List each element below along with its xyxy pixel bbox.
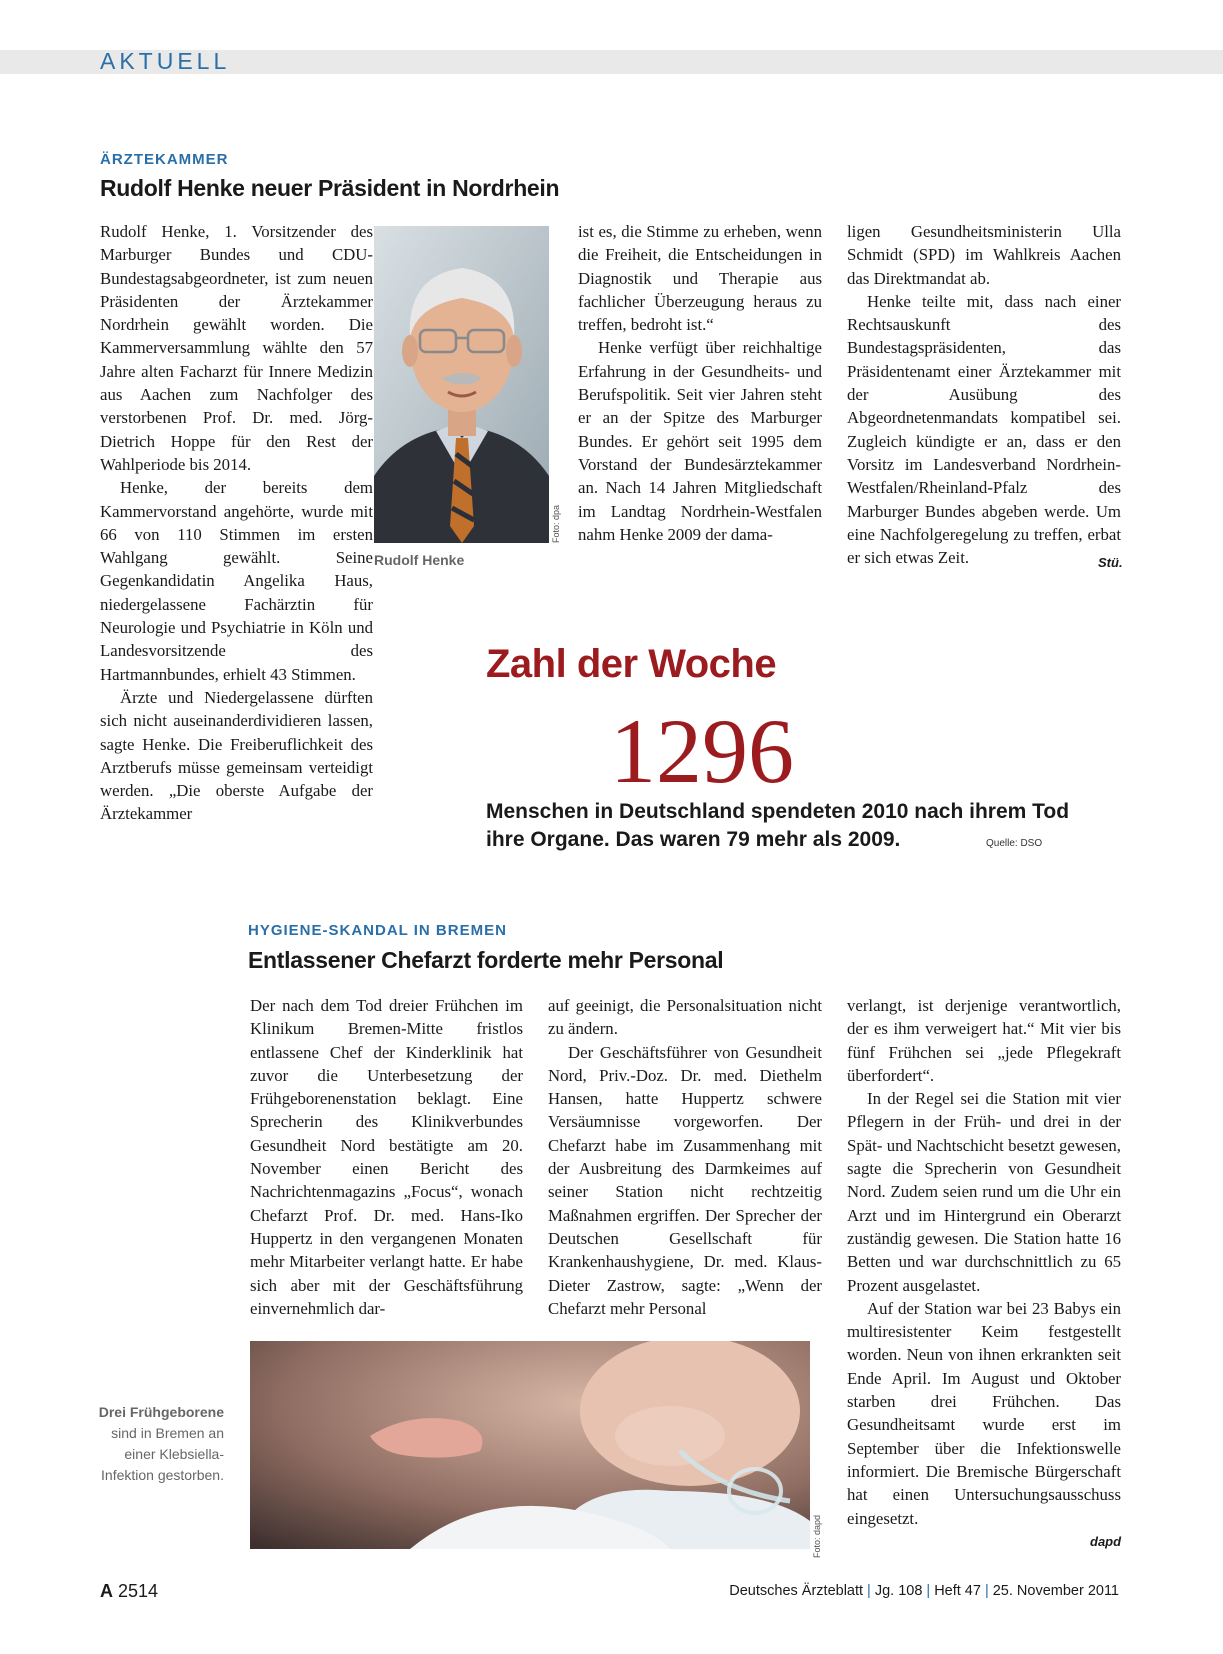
article1-signature: Stü.	[1098, 555, 1123, 570]
article2-col3	[847, 994, 1121, 1530]
journal-issue: Heft 47	[934, 1583, 981, 1599]
zahl-der-woche-title: Zahl der Woche	[486, 642, 777, 686]
footer-separator: |	[867, 1583, 871, 1599]
article1-headline: Rudolf Henke neuer Präsident in Nordrhein	[100, 175, 560, 201]
baby-illustration	[250, 1341, 810, 1549]
article2-col2-p1: auf geeinigt, die Personalsituation nicht zu ändern.	[548, 996, 822, 1039]
article1-col3-p2: Henke teilte mit, dass nach einer Rechtsauskunft des Bundestagspräsidenten, das Präsidentenamt einer Ärztekammer mit der Ausübung des Abgeordnetenmandats kompatibel sei. Zugleich kündigte er an, dass er den Vorsitz im Landesverband Nordrhein-Westfalen/Rheinland-Pfalz des Marburger Bundes abgeben werde. Um eine Nachfolgeregelung zu treffen, erbat er sich etwas Zeit.	[847, 291, 1121, 568]
page-number-value: 2514	[118, 1581, 159, 1601]
zahl-der-woche-line1: Menschen in Deutschland spendeten 2010 nach ihrem Tod	[486, 800, 1070, 823]
premature-baby-photo	[250, 1341, 810, 1549]
article1-col3	[847, 220, 1121, 569]
article1-col3-p1: ligen Gesundheitsministerin Ulla Schmidt (SPD) im Wahlkreis Aachen das Direktmandat ab.	[847, 222, 1121, 288]
article2-kicker: HYGIENE-SKANDAL IN BREMEN	[248, 922, 507, 939]
footer-separator: |	[984, 1583, 989, 1599]
journal-name: Deutsches Ärzteblatt	[729, 1583, 864, 1599]
article2-col2-p2: Der Geschäftsführer von Gesundheit Nord, Priv.-Doz. Dr. med. Diethelm Hansen, hatte Huppertz schwere Versäumnisse vorgeworfen. Der Chefarzt habe im Zusammenhang mit der Ausbreitung des Darmkeimes auf seiner Station nicht rechtzeitig Maßnahmen ergriffen. Der Sprecher der Deutschen Gesellschaft für Krankenhaushygiene, Dr. med. Klaus-Dieter Zastrow, sagte: „Wenn der Chefarzt mehr Personal	[548, 1042, 822, 1318]
journal-volume: Jg. 108	[874, 1583, 923, 1599]
article1-col2	[578, 220, 822, 546]
article2-col1-p1: Der nach dem Tod dreier Frühchen im Klinikum Bremen-Mitte fristlos entlassene Chef der Kinderklinik hat zuvor die Unterbesetzung der Frühgeborenenstation beklagt. Eine Sprecherin des Klinikverbundes Gesundheit Nord bestätigte am 20. November einen Bericht des Nachrichtenmagazins „Focus“, wonach Chefarzt Prof. Dr. med. Hans-Iko Huppertz in den vergangenen Monaten mehr Mitarbeiter verlangt hatte. Er habe sich aber mit der Geschäftsführung einvernehmlich dar-	[250, 996, 523, 1318]
article2-col1	[250, 994, 523, 1320]
portrait-illustration	[374, 226, 549, 543]
zahl-der-woche-line2: ihre Organe. Das waren 79 mehr als 2009.	[486, 828, 901, 851]
article1-col1	[100, 220, 373, 826]
article2-col3-p1: verlangt, ist derjenige verantwortlich, der es ihm verweigert hat.“ Mit vier bis fünf Frühchen sei „jede Pflegekraft überfordert“.	[847, 996, 1121, 1085]
article2-col3-p3: Auf der Station war bei 23 Babys ein multiresistenter Keim festgestellt worden. Neun von ihnen erkrankten seit Ende April. Im August und Oktober starben drei Frühchen. Das Gesundheitsamt wurde erst im September über die Infektionswelle informiert. Die Bremische Bürgerschaft hat einen Untersuchungsausschuss eingesetzt.	[847, 1298, 1121, 1528]
journal-footer	[729, 1583, 1119, 1599]
article1-col1-p1: Rudolf Henke, 1. Vorsitzender des Marburger Bundes und CDU-Bundestagsabgeordneter, ist zum neuen Präsidenten der Ärztekammer Nordrhein gewählt worden. Die Kammerversammlung wählte den 57 Jahre alten Facharzt für Innere Medizin aus Aachen zum Nachfolger des verstorbenen Prof. Dr. med. Jörg-Dietrich Hoppe für den Rest der Wahlperiode bis 2014.	[100, 222, 373, 474]
zahl-der-woche-source: Quelle: DSO	[986, 838, 1043, 849]
henke-portrait-photo	[374, 226, 549, 543]
article1-col2-p2: Henke verfügt über reichhaltige Erfahrung in der Gesundheits- und Berufspolitik. Seit vier Jahren steht er an der Spitze des Marburger Bundes. Er gehört seit 1995 dem Vorstand der Bundesärztekammer an. Nach 14 Jahren Mitgliedschaft im Landtag Nordrhein-Westfalen nahm Henke 2009 der dama-	[578, 338, 822, 544]
section-label: AKTUELL	[100, 48, 231, 74]
article2-headline: Entlassener Chefarzt forderte mehr Personal	[248, 947, 724, 973]
page-number	[100, 1581, 158, 1602]
article2-caption-bold: Drei Frühgeborene	[98, 1404, 224, 1420]
article1-col2-p1: ist es, die Stimme zu erheben, wenn die Freiheit, die Entscheidungen in Diagnostik und Therapie aus fachlicher Überzeugung heraus zu treffen, bedroht ist.“	[578, 222, 822, 335]
page-prefix: A	[100, 1581, 113, 1601]
article1-photo-credit: Foto: dpa	[551, 505, 561, 544]
article2-caption-rest: sind in Bremen an einer Klebsiella-Infektion gestorben.	[101, 1425, 224, 1483]
footer-separator: |	[926, 1583, 931, 1599]
article2-photo-caption	[80, 1402, 224, 1486]
article2-photo-credit: Foto: dapd	[812, 1515, 822, 1559]
article1-col1-p2: Henke, der bereits dem Kammervorstand angehörte, wurde mit 66 von 110 Stimmen im ersten Wahlgang gewählt. Seine Gegenkandidatin Angelika Haus, niedergelassene Fachärztin für Neurologie und Psychiatrie in Köln und Landesvorsitzende des Hartmannbundes, erhielt 43 Stimmen.	[100, 478, 373, 684]
article1-col1-p3: Ärzte und Niedergelassene dürften sich nicht auseinanderdividieren lassen, sagte Henke. Die Freiberuflichkeit des Arztberufs müsse gemeinsam verteidigt werden. „Die oberste Aufgabe der Ärztekammer	[100, 687, 373, 824]
article1-kicker: ÄRZTEKAMMER	[100, 151, 229, 168]
journal-date: 25. November 2011	[992, 1583, 1119, 1599]
article2-col2	[548, 994, 822, 1320]
zahl-der-woche-number: 1296	[610, 700, 794, 802]
article2-col3-p2: In der Regel sei die Station mit vier Pflegern in der Früh- und drei in der Spät- und Nachtschicht besetzt gewesen, sagte die Sprecherin von Gesundheit Nord. Zudem seien rund um die Uhr ein Arzt und im Hintergrund ein Oberarzt zuständig gewesen. Die Station hatte 16 Betten und war durchschnittlich zu 65 Prozent ausgelastet.	[847, 1089, 1121, 1295]
article1-photo-caption: Rudolf Henke	[374, 552, 465, 568]
article2-signature: dapd	[1090, 1534, 1122, 1549]
